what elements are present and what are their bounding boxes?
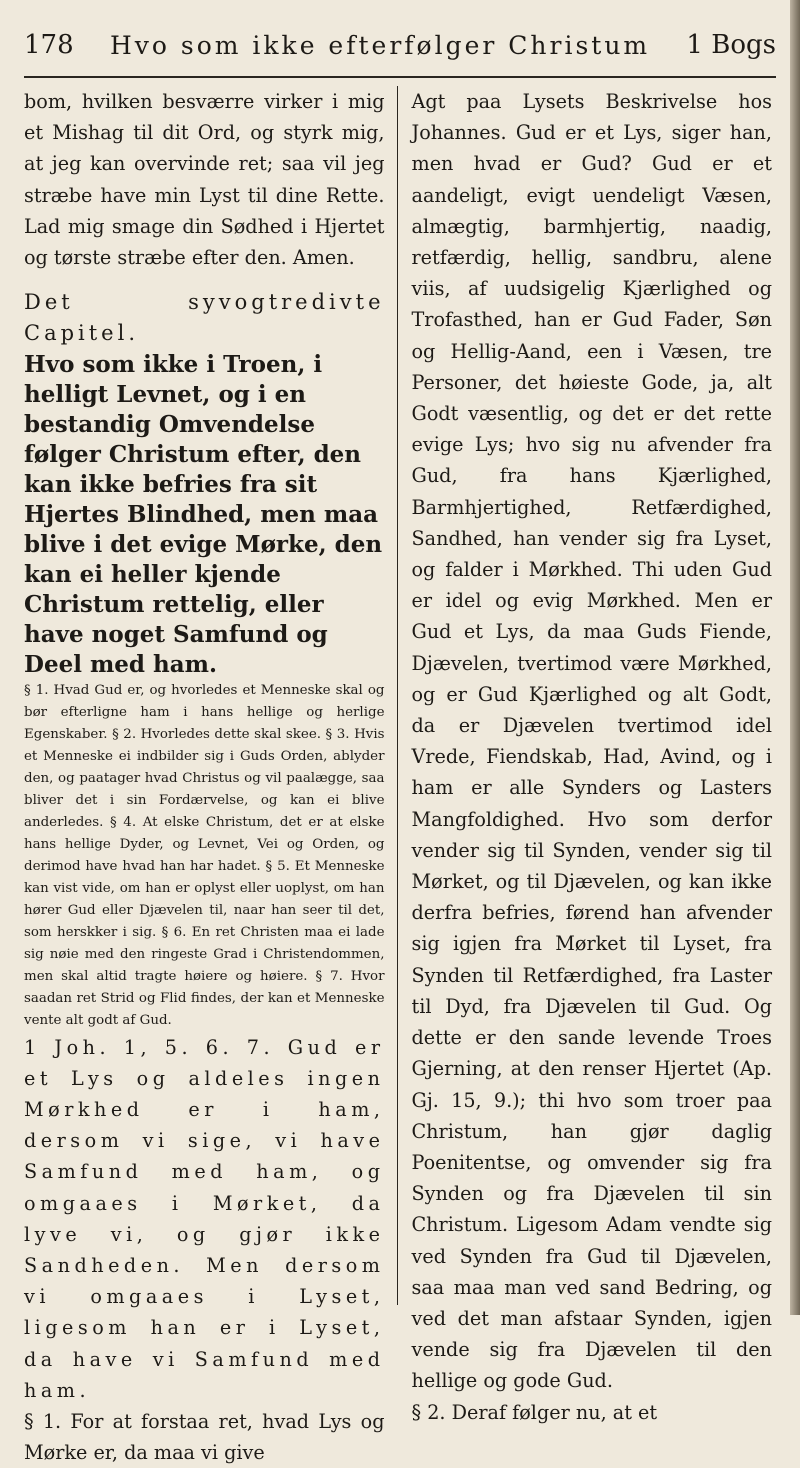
book-label: 1 Bogs bbox=[686, 30, 776, 60]
scripture-quote: 1 Joh. 1, 5. 6. 7. Gud er et Lys og aldeles ingen Mørkhed er i ham, dersom vi sige, vi have Samfund med ham, og omgaaes i Mørket, da lyve vi, og gjør ikke Sandheden. Men dersom vi omgaaes i Lyset, ligesom han er i Lyset, da have vi Samfund med ham. bbox=[24, 1035, 385, 1402]
closing-line: § 2. Deraf følger nu, at et bbox=[411, 1400, 658, 1424]
header-rule bbox=[24, 76, 776, 78]
running-title: Hvo som ikke efterfølger Christum bbox=[109, 30, 651, 60]
page-edge bbox=[790, 0, 800, 1315]
chapter-title: Hvo som ikke i Troen, i helligt Levnet, og i en bestandig Omvendelse følger Christum efter, den kan ikke befries fra sit Hjertes Blindhed, men maa blive i det evige Mørke, den kan ei heller kjende Christum rettelig, eller have noget Samfund og Deel med ham. bbox=[24, 350, 383, 678]
chapter-summary: § 1. Hvad Gud er, og hvorledes et Menneske skal og bør efterligne ham i hans hellige og herlige Egenskaber. § 2. Hvorledes dette skal skee. § 3. Hvis et Menneske ei indbilder sig i Guds Orden, ablyder den, og paatager hvad Christus og vil paalægge, saa bliver det i sin Fordærvelse, og kan ei blive anderledes. § 4. At elske Christum, det er at elske hans hellige Dyder, og Levnet, Vei og Orden, og derimod have hvad han har hadet. § 5. Et Menneske kan vist vide, om han er oplyst eller uoplyst, om han hører Gud eller Djævelen til, naar han seer til det, som herskker i sig. § 6. En ret Christen maa ei lade sig nøie med den ringeste Grad i Christendommen, men skal altid tragte høiere og høiere. § 7. Hvor saadan ret Strid og Flid findes, der kan et Menneske vente alt godt af Gud. bbox=[24, 682, 385, 1028]
page-number: 178 bbox=[24, 30, 74, 60]
running-header bbox=[24, 16, 776, 74]
left-column bbox=[24, 86, 397, 1465]
section-paragraph: § 1. For at forstaa ret, hvad Lys og Mørke er, da maa vi give bbox=[24, 1410, 385, 1465]
right-column bbox=[397, 86, 773, 1424]
body-paragraph: Agt paa Lysets Beskrivelse hos Johannes. Gud er et Lys, siger han, men hvad er Gud? Gud er et aandeligt, evigt uendeligt Væsen, almægtig, barmhjertig, naadig, retfærdig, hellig, sandbru, alene viis, af uudsigelig Kjærlighed og Trofasthed, han er Gud Fader, Søn og Hellig-Aand, een i Væsen, tre Personer, det høieste Gode, ja, alt Godt væsentlig, og det er det rette evige Lys; hvo sig nu afvender fra Gud, fra hans Kjærlighed, Barmhjertighed, Retfærdighed, Sandhed, han vender sig fra Lyset, og falder i Mørkhed. Thi uden Gud er idel og evig Mørkhed. Men er Gud et Lys, da maa Guds Fiende, Djævelen, tvertimod være Mørkhed, og er Gud Kjærlighed og alt Godt, da er Djævelen tvertimod idel Vrede, Fiendskab, Had, Avind, og i ham er alle Synders og Lasters Mangfoldighed. Hvo som derfor vender sig til Synden, vender sig til Mørket, og til Djævelen, og kan ikke derfra befries, førend han afvender sig igjen fra Mørket til Lyset, fra Synden til Retfærdighed, fra Laster til Dyd, fra Djævelen til Gud. Og dette er den sande levende Troes Gjerning, at den renser Hjertet (Ap. Gj. 15, 9.); thi hvo som troer paa Christum, han gjør daglig Poenitentse, og omvender sig fra Synden og fra Djævelen til sin Christum. Ligesom Adam vendte sig ved Synden fra Gud til Djævelen, saa maa man ved sand Bedring, og ved det man afstaar Synden, igjen vende sig fra Djævelen til den hellige og gode Gud. bbox=[411, 90, 772, 1393]
chapter-label: Det syvogtredivte Capitel. bbox=[24, 290, 385, 346]
text-columns bbox=[24, 86, 772, 1465]
opening-paragraph: bom, hvilken besværre virker i mig et Mishag til dit Ord, og styrk mig, at jeg kan overvinde ret; saa vil jeg stræbe have min Lyst til dine Rette. Lad mig smage din Sødhed i Hjertet og tørste stræbe efter den. Amen. bbox=[24, 90, 385, 270]
